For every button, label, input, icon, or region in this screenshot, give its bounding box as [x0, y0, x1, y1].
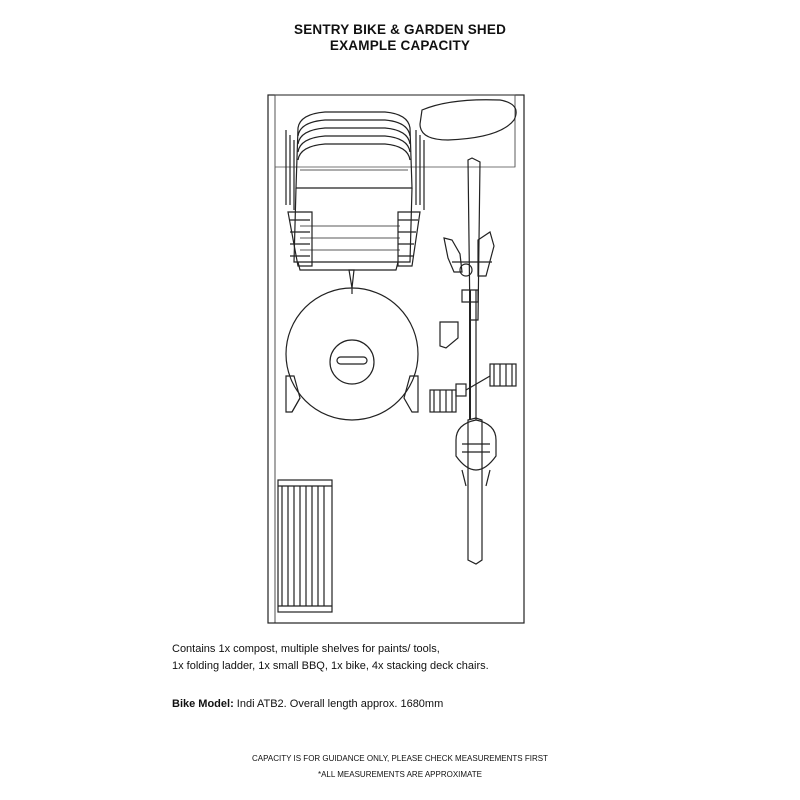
bike-model-line [172, 698, 443, 710]
description-line-2: 1x folding ladder, 1x small BBQ, 1x bike, 4x stacking deck chairs. [172, 660, 489, 672]
guidance-footnote: CAPACITY IS FOR GUIDANCE ONLY, PLEASE CHECK MEASUREMENTS FIRST [252, 754, 548, 763]
saddle-icon [420, 100, 516, 140]
bike-model-label: Bike Model: [172, 698, 234, 710]
bike-model-value: Indi ATB2. Overall length approx. 1680mm [233, 698, 444, 710]
diagram-title: SENTRY BIKE & GARDEN SHED [293, 22, 507, 37]
description-line-1: Contains 1x compost, multiple shelves for paints/ tools, [172, 643, 440, 655]
deck-chairs-icon [286, 112, 424, 270]
folding-ladder-icon [278, 480, 332, 612]
bike-icon [420, 100, 516, 564]
measurement-footnote: *ALL MEASUREMENTS ARE APPROXIMATE [317, 770, 483, 779]
bbq-icon [286, 270, 418, 420]
diagram-subtitle: EXAMPLE CAPACITY [329, 38, 471, 53]
